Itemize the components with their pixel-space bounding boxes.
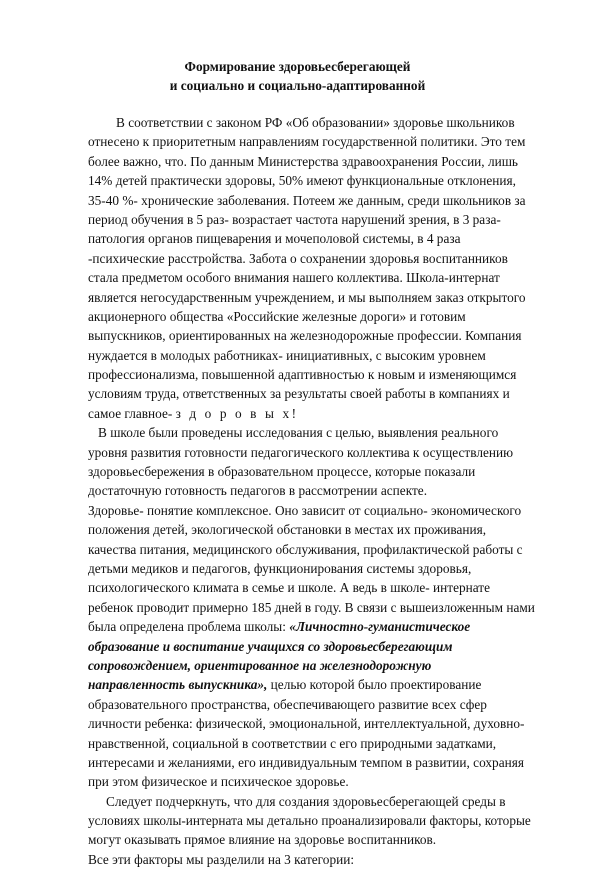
body-text: стала предметом особого внимания нашего коллектива. Школа-интернат	[88, 270, 500, 286]
document-title-line-2: и социально и социально-адаптированной	[169, 78, 426, 93]
spaced-emphasis-text: з д о р о в ы х!	[175, 405, 299, 421]
body-text: период обучения в 5 раз- возрастает частота нарушений зрения, в 3 раза-	[88, 211, 501, 227]
body-line	[88, 404, 548, 423]
body-line	[88, 152, 548, 171]
body-text: -психические расстройства. Забота о сохранении здоровья воспитанников	[88, 250, 508, 266]
body-text: ребенок проводит примерно 185 дней в году. В связи с вышеизложенным нами	[88, 599, 535, 615]
body-text: образовательного пространства, обеспечивающего развитие всех сфер	[88, 696, 487, 712]
body-line	[88, 501, 548, 520]
body-line	[88, 811, 548, 830]
body-line	[88, 598, 548, 617]
body-text: здоровьесбережения в образовательном процессе, которые показали	[88, 464, 476, 480]
body-text: была определена проблема школы:	[88, 619, 290, 635]
body-text: интересами и желаниями, его индивидуальным темпом в развитии, сохраняя	[88, 754, 524, 770]
body-text: патология органов пищеварения и мочеполовой системы, в 4 раза	[88, 231, 461, 247]
body-text: нравственной, социальной в соответствии с его природными задатками,	[88, 735, 497, 751]
body-line	[88, 191, 548, 210]
body-text: Здоровье- понятие комплексное. Оно зависит от социально- экономического	[88, 502, 522, 518]
body-line	[88, 384, 548, 403]
bold-italic-emphasis: образование и воспитание учащихся со здоровьесберегающим	[88, 638, 453, 654]
body-text: психологического климата в семье и школе. А ведь в школе- интернате	[88, 580, 491, 596]
document-body	[88, 113, 548, 869]
body-text: положения детей, экологической обстановки в местах их проживания,	[88, 522, 487, 538]
body-line	[88, 326, 548, 345]
bold-italic-emphasis: сопровождением, ориентированное на железнодорожную	[88, 657, 432, 673]
body-text: 35-40 %- хронические заболевания. Потеем же данным, среди школьников за	[88, 192, 526, 208]
body-text: самое главное-	[88, 405, 176, 421]
body-text: условиям труда, ответственных за результаты своей работы в компаниях и	[88, 386, 510, 402]
body-text: В школе были проведены исследования с целью, выявления реального	[98, 425, 499, 441]
body-text: акционерного общества «Российские железные дороги» и готовим	[88, 308, 466, 324]
bold-italic-emphasis: направленность выпускника»,	[88, 677, 268, 693]
body-line	[88, 268, 548, 287]
body-line	[88, 578, 548, 597]
body-text: отнесено к приоритетным направлениям государственной политики. Это тем	[88, 134, 526, 150]
body-line	[88, 559, 548, 578]
body-line	[88, 714, 548, 733]
body-line	[88, 617, 548, 636]
body-text: детьми медиков и педагогов, функционирования системы здоровья,	[88, 560, 472, 576]
body-line	[88, 734, 548, 753]
body-line	[88, 637, 548, 656]
body-text: более важно, что. По данным Министерства здравоохранения России, лишь	[88, 153, 518, 169]
body-line	[88, 171, 548, 190]
body-line	[88, 753, 548, 772]
body-line	[88, 307, 548, 326]
body-text: профессионализма, повышенной адаптивностью к новым и изменяющимся	[88, 367, 517, 383]
body-text: нуждается в молодых работниках- инициативных, с высоким уровнем	[88, 347, 486, 363]
body-line	[88, 288, 548, 307]
body-line	[88, 210, 548, 229]
body-line	[88, 540, 548, 559]
body-text: целью которой было проектирование	[267, 677, 482, 693]
body-text: Следует подчеркнуть, что для создания здоровьесберегающей среды в	[106, 793, 506, 809]
body-line	[88, 675, 548, 694]
body-line	[88, 346, 548, 365]
body-line	[88, 443, 548, 462]
body-text: уровня развития готовности педагогического коллектива к осуществлению	[88, 444, 514, 460]
body-line	[88, 132, 548, 151]
body-line	[88, 423, 548, 442]
body-text: качества питания, медицинского обслуживания, профилактической работы с	[88, 541, 523, 557]
body-text: является негосударственным учреждением, и мы выполняем заказ открытого	[88, 289, 526, 305]
document-title-line-1: Формирование здоровьесберегающей	[184, 59, 411, 74]
body-text: при этом физическое и психическое здоровье.	[88, 774, 349, 790]
body-text: условиях школы-интерната мы детально проанализировали факторы, которые	[88, 813, 531, 829]
body-line	[88, 229, 548, 248]
body-line	[88, 481, 548, 500]
body-text: личности ребенка: физической, эмоциональной, интеллектуальной, духовно-	[88, 716, 525, 732]
body-line	[88, 113, 548, 132]
body-text: В соответствии с законом РФ «Об образовании» здоровье школьников	[116, 115, 515, 130]
body-line	[88, 695, 548, 714]
body-text: достаточную готовность педагогов в рассмотрении аспекте.	[88, 483, 428, 499]
body-text: выпускников, ориентированных на железнодорожные профессии. Компания	[88, 328, 522, 344]
bold-italic-emphasis: «Личностно-гуманистическое	[289, 619, 471, 635]
body-text: Все эти факторы мы разделили на 3 категории:	[88, 851, 355, 867]
body-text: могут оказывать прямое влияние на здоровье воспитанников.	[88, 832, 437, 848]
body-line	[88, 656, 548, 675]
body-line	[88, 520, 548, 539]
body-line	[88, 792, 548, 811]
body-line	[88, 365, 548, 384]
body-line	[88, 772, 548, 791]
body-line	[88, 249, 548, 268]
body-text: 14% детей практически здоровы, 50% имеют функциональные отклонения,	[88, 173, 516, 189]
body-line	[88, 462, 548, 481]
body-line	[88, 850, 548, 869]
body-line	[88, 830, 548, 849]
